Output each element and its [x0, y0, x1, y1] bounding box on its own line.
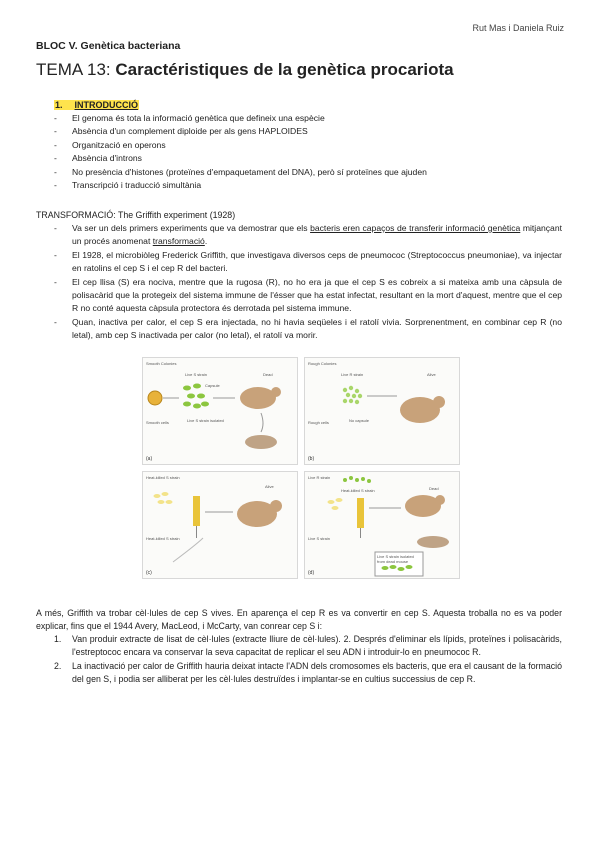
panel-b-top-label: Rough Colonies	[308, 361, 337, 366]
mouse-head-icon	[271, 387, 281, 397]
text: .	[204, 236, 208, 247]
section-heading-text: INTRODUCCIÓ	[74, 100, 139, 110]
panel-a-note: Live S strain isolated	[187, 418, 224, 423]
list-item: - Absència d'introns	[54, 153, 142, 164]
syringe-icon	[193, 496, 200, 526]
dead-mouse-icon	[245, 435, 277, 449]
list-item: - Quan, inactiva per calor, el cep S era injectada, no hi havia seqüeles i el ratolí vivia. Sorprenentment, en combinar cep R (no letal), amb cep S inactivada per calor (no letal), el ratolí va morir.	[54, 316, 562, 341]
list-item-text: Quan, inactiva per calor, el cep S era injectada, no hi havia seqüeles i el ratolí vivia. Sorprenentment, en combinar cep R (no letal), amb cep S inactivada per calor (no letal), el ratolí va morir.	[72, 316, 562, 341]
panel-d-top-label: Live R strain	[308, 475, 331, 480]
mouse-head-icon	[435, 495, 445, 505]
list-item-text: Absència d'un complement diploide per als gens HAPLOIDES	[72, 126, 308, 137]
list-number: 1.	[54, 634, 62, 644]
syringe-icon	[357, 498, 364, 528]
bloc-title: BLOC V. Genètica bacteriana	[36, 40, 181, 52]
figure-panel-c	[142, 471, 298, 579]
underlined-text: bacteris eren capaços de transferir informació genètica	[310, 223, 521, 233]
underlined-text: transformació	[152, 236, 205, 247]
panel-a-result-label: Dead	[263, 372, 273, 377]
text: mitjançant un procés anomenat	[72, 223, 562, 247]
tema-title: Caractéristiques de la genètica procariota	[115, 60, 454, 79]
list-number: 2.	[54, 660, 62, 671]
tema-prefix: TEMA 13:	[36, 60, 116, 79]
panel-a-capsule-label: Capsule	[205, 383, 220, 388]
panel-a-strain-label: Live S strain	[185, 372, 208, 377]
heat-killed-bacteria-icon	[154, 492, 173, 504]
bacteria-icon	[343, 476, 371, 483]
figure-panel-a	[142, 357, 298, 465]
list-item-text: La inactivació per calor de Griffith hauria deixat intacte l'ADN dels cromosomes els bacteris, que era el causant de la formació del gen S, i podia ser alliberat per les cèl·lules destruïdes i implantar-se en cultius successius de cep R.	[72, 660, 562, 685]
list-item: - El 1928, el microbiòleg Frederick Griffith, que investigava diversos ceps de pneumococ (Streptococcus pneumoniae), va injectar en ratolins el cep S i el cep R del bacteri.	[54, 249, 562, 274]
panel-b-label: (b)	[308, 456, 315, 462]
arrow-icon	[261, 413, 263, 432]
mouse-icon	[240, 387, 276, 409]
heat-killed-bacteria-icon	[328, 498, 343, 510]
panel-b-note: No capsule	[349, 418, 370, 423]
list-item-text: Organització en operons	[72, 139, 166, 150]
panel-b-result-label: Alive	[427, 372, 436, 377]
panel-a-illustration	[143, 358, 297, 464]
figure-panel-d	[304, 471, 460, 579]
paragraph: A més, Griffith va trobar cèl·lules de cep S vives. En aparença el cep R es va convertir en cep S. Aquesta troballa no es va poder explicar, fins que el 1944 Avery, MacLeod, i McCarty, van conrear cep S i:	[36, 608, 562, 632]
panel-d-bottom-label: Live S strain	[308, 536, 331, 541]
panel-b-bottom-label: Rough cells	[308, 420, 329, 425]
section-number: 1.	[55, 100, 63, 110]
list-item-text: No presència d'histones (proteïnes d'empaquetament del DNA), però sí proteïnes que ajuden	[72, 166, 427, 177]
mouse-head-icon	[433, 396, 445, 408]
list-item: - Absència d'un complement diploide per als gens HAPLOIDES	[54, 126, 308, 137]
flame-icon	[173, 538, 203, 562]
list-item: - Transcripció i traducció simultània	[54, 180, 202, 191]
panel-d-mid-label: Heat-killed S strain	[341, 488, 375, 493]
list-item-text: El cep llisa (S) era nociva, mentre que la rugosa (R), no ho era ja que el cep S es cobreix a si mateixa amb una càpsula de polisacàrid que la protegeix del sistema immune de l'ésser que ha estat infectat, resultant en la mort d'aquest, mentre que el cep R no conté aquesta càpsula protectora és derrotada pel sistema immune.	[72, 276, 562, 314]
numbered-list	[54, 633, 562, 687]
list-item-text: Transcripció i traducció simultània	[72, 180, 202, 191]
panel-b-strain-label: Live R strain	[341, 372, 364, 377]
authors: Rut Mas i Daniela Ruiz	[472, 23, 564, 33]
list-item: - Organització en operons	[54, 139, 166, 150]
colony-icon	[148, 391, 162, 405]
panel-c-top-label: Heat-killed S strain	[146, 475, 180, 480]
list-item	[54, 633, 562, 660]
list-item-text: El 1928, el microbiòleg Frederick Griffith, que investigava diversos ceps de pneumococ (Streptococcus pneumoniae), va injectar en ratolins el cep S i el cep R del bacteri.	[72, 249, 562, 274]
list-item: - Va ser un dels primers experiments que va demostrar que els bacteris eren capaços de transferir informació genètica mitjançant un procés anomenat transformació.	[54, 223, 562, 247]
section-heading-introduccio	[54, 100, 139, 110]
list-item-text: Absència d'introns	[72, 153, 142, 164]
intro-list	[54, 112, 554, 192]
panel-a-bottom-label: Smooth cells	[146, 420, 169, 425]
panel-c-result-label: Alive	[265, 484, 274, 489]
transformacio-list	[54, 222, 562, 343]
figure-panel-b	[304, 357, 460, 465]
transformacio-title: TRANSFORMACIÓ: The Griffith experiment (1928)	[36, 210, 236, 220]
griffith-experiment-figure	[142, 357, 460, 579]
list-item: - El genoma és tota la informació genètica que defineix una espècie	[54, 113, 325, 123]
list-item: - No presència d'histones (proteïnes d'empaquetament del DNA), però sí proteïnes que ajuden	[54, 166, 427, 177]
panel-d-result-label: Dead	[429, 486, 439, 491]
panel-d-label: (d)	[308, 570, 315, 576]
panel-a-top-label: Smooth Colonies	[146, 361, 177, 366]
list-item	[54, 660, 562, 687]
panel-c-label: (c)	[146, 570, 152, 576]
panel-a-label: (a)	[146, 456, 153, 462]
panel-d-box-label: Live S strain isolated from dead mouse	[377, 554, 414, 564]
list-item-text: Van produir extracte de lisat de cèl·lules (extracte lliure de cèl·lules). 2. Després d'eliminar els lípids, proteïnes i polisacàrids, l'estreptococ encara va conservar la seva capacitat de replicar el seu ADN i introduir-lo en pneumococ R.	[72, 634, 562, 658]
list-item: - El cep llisa (S) era nociva, mentre que la rugosa (R), no ho era ja que el cep S es cobreix a si mateixa amb una càpsula de polisacàrid que la protegeix del sistema immune de l'ésser que ha estat infectat, resultant en la mort d'aquest, mentre que el cep R no conté aquesta càpsula protectora és derrotada pel sistema immune.	[54, 276, 562, 314]
list-item-text: El genoma és tota la informació genètica que defineix una espècie	[72, 113, 325, 123]
bacteria-icon	[343, 386, 362, 404]
mouse-head-icon	[270, 500, 282, 512]
page-title	[36, 60, 454, 80]
panel-c-bottom-label: Heat-killed S strain	[146, 536, 180, 541]
dead-mouse-icon	[417, 536, 449, 548]
text: Va ser un dels primers experiments que va demostrar que els	[72, 223, 311, 233]
